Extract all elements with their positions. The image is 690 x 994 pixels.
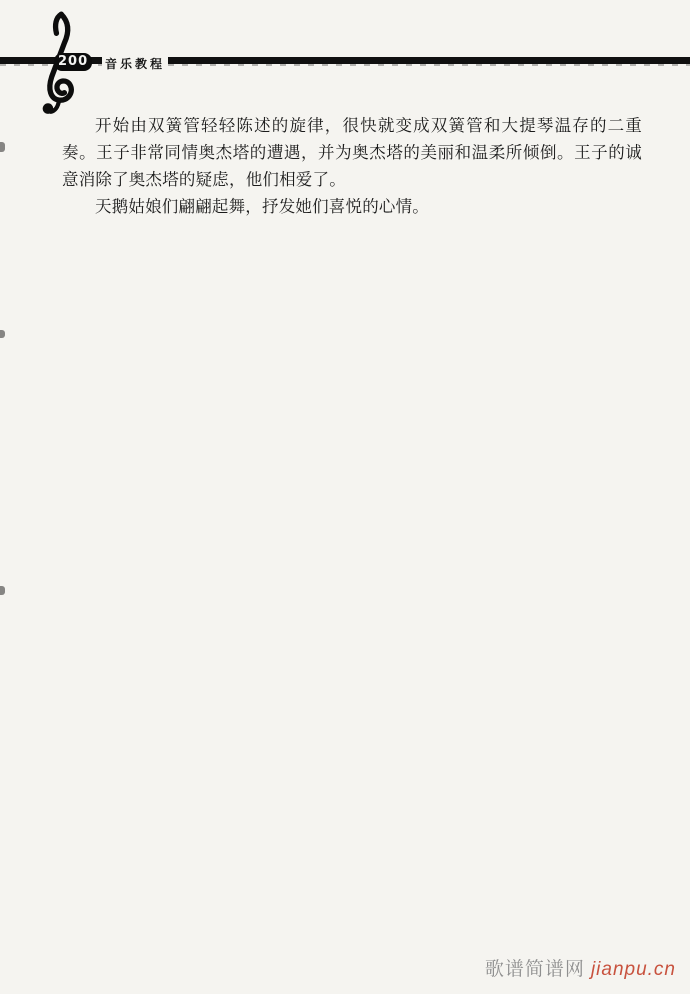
page-content [62, 112, 642, 220]
scan-smudge [0, 142, 5, 152]
watermark [485, 954, 676, 981]
page-number: 200 [54, 53, 92, 71]
scan-smudge [0, 330, 5, 338]
scan-smudge [0, 586, 5, 595]
header-title: 音乐教程 [102, 54, 168, 73]
paragraph: 开始由双簧管轻轻陈述的旋律，很快就变成双簧管和大提琴温存的二重奏。王子非常同情奥杰塔的遭遇，并为奥杰塔的美丽和温柔所倾倒。王子的诚意消除了奥杰塔的疑虑，他们相爱了。 [62, 116, 642, 189]
watermark-site-name: 歌谱简谱网 [484, 959, 585, 980]
paragraph: 天鹅姑娘们翩翩起舞，抒发她们喜悦的心情。 [95, 197, 429, 216]
watermark-site-domain: jianpu.cn [590, 959, 676, 980]
